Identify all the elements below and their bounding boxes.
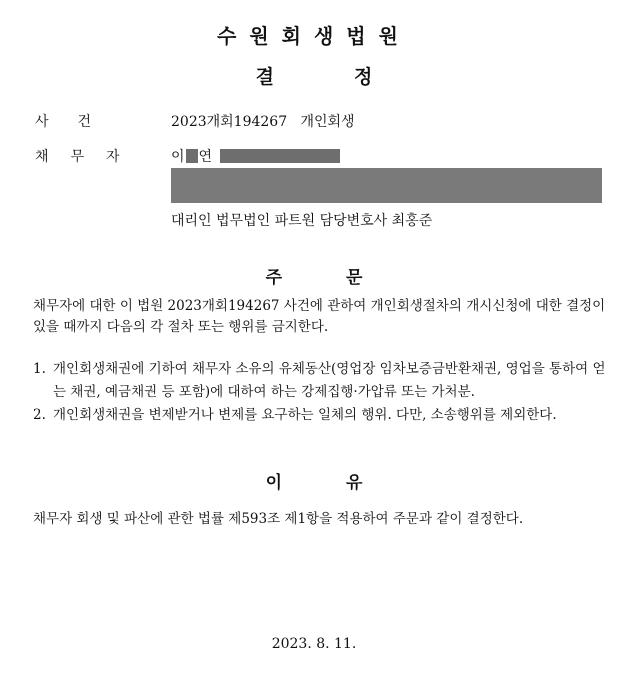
case-label: 사건 (35, 114, 121, 130)
document-title (0, 62, 628, 89)
list-item-text: 개인회생채권에 기하여 채무자 소유의 유체동산(영업장 임차보증금반환채권, 영업을 통하여 얻는 채권, 예금채권 등 포함)에 대하여 하는 강제집행·가압류 또는 가처분. (53, 361, 606, 400)
debtor-name (171, 146, 340, 166)
list-item-text: 개인회생채권을 변제받거나 변제를 요구하는 일체의 행위. 다만, 소송행위를 제외한다. (53, 407, 557, 423)
decision-date: 2023. 8. 11. (271, 636, 357, 652)
order-heading-part2: 문 (346, 268, 363, 288)
list-item (33, 358, 608, 404)
reason-heading-part2: 유 (346, 473, 363, 493)
order-heading (0, 263, 628, 288)
order-list (33, 358, 608, 427)
list-item (33, 404, 608, 427)
redaction-mark (220, 149, 340, 163)
court-name: 수원회생법원 (217, 24, 411, 48)
order-heading-part1: 주 (265, 268, 282, 288)
debtor-label: 채무자 (35, 149, 142, 165)
debtor-name-first: 이 (171, 149, 185, 165)
debtor-name-last: 연 (198, 149, 213, 165)
case-value: 2023개회194267 개인회생 (171, 114, 355, 130)
redaction-mark (186, 149, 198, 163)
list-item-number: 1. (33, 361, 46, 377)
document-title-part1: 결 (255, 66, 274, 88)
list-item-number: 2. (33, 407, 46, 423)
document-title-part2: 정 (354, 66, 373, 88)
order-text: 채무자에 대한 이 법원 2023개회194267 사건에 관하여 개인회생절차의 개시신청에 대한 결정이 있을 때까지 다음의 각 절차 또는 행위를 금지한다. (33, 298, 606, 335)
reason-heading (0, 468, 628, 493)
reason-heading-part1: 이 (265, 473, 282, 493)
address-redaction (171, 168, 602, 203)
agent-line: 대리인 법무법인 파트원 담당변호사 최홍준 (171, 213, 433, 229)
reason-text: 채무자 회생 및 파산에 관한 법률 제593조 제1항을 적용하여 주문과 같이 결정한다. (33, 511, 524, 527)
